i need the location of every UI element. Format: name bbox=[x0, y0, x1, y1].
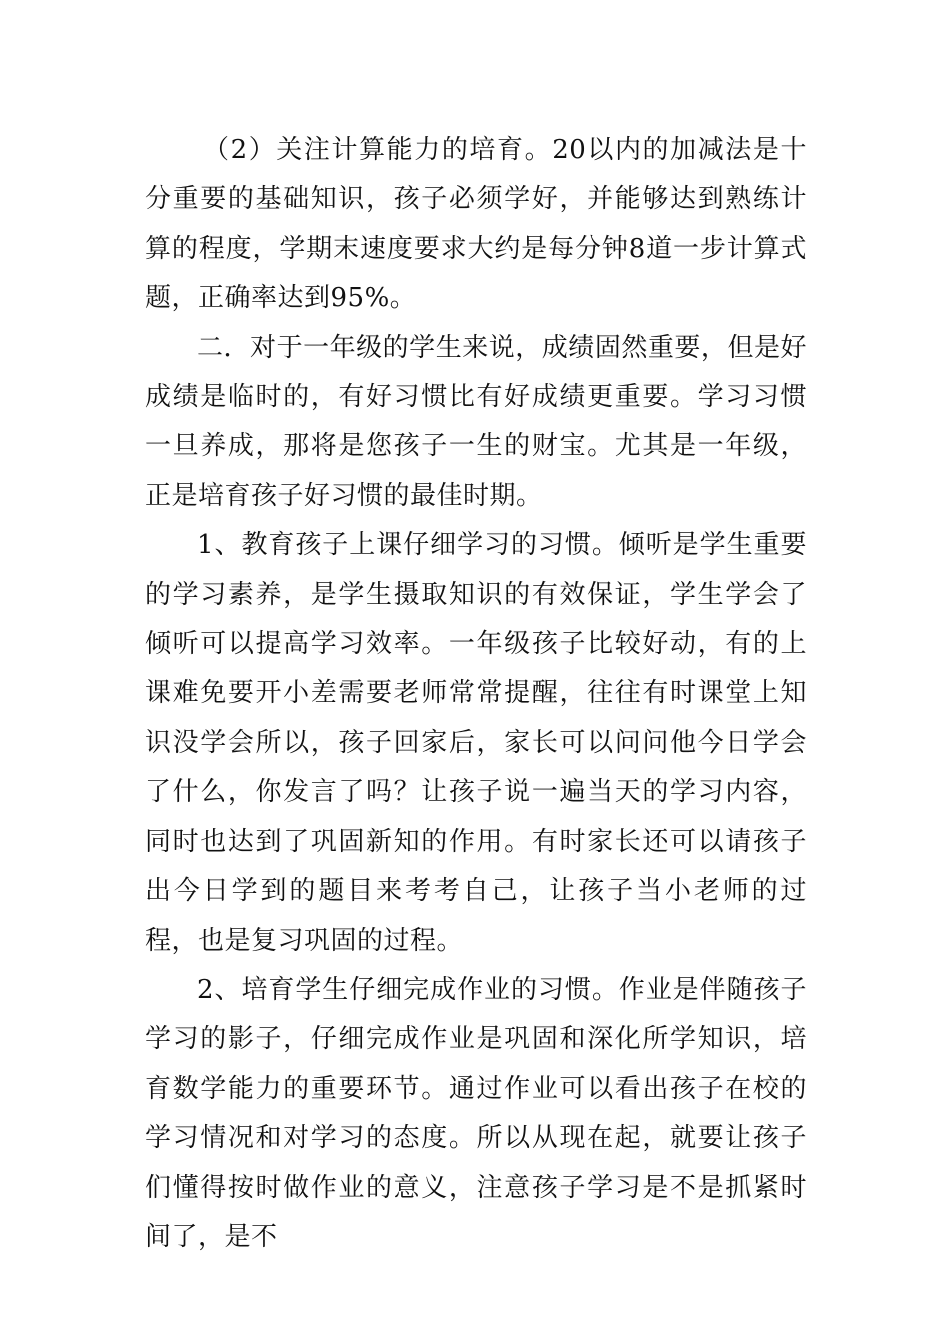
paragraph-homework-habit: 2、培育学生仔细完成作业的习惯。作业是伴随孩子学习的影子，仔细完成作业是巩固和深化所学知识，培育数学能力的重要环节。通过作业可以看出孩子在校的学习情况和对学习的态度。所以从现在起，就要让孩子们懂得按时做作业的意义，注意孩子学习是不是抓紧时间了，是不 bbox=[145, 974, 807, 1252]
paragraph-listening-habit: 1、教育孩子上课仔细学习的习惯。倾听是学生重要的学习素养，是学生摄取知识的有效保证，学生学会了倾听可以提高学习效率。一年级孩子比较好动，有的上课难免要开小差需要老师常常提醒，往往有时课堂上知识没学会所以，孩子回家后，家长可以问问他今日学会了什么，你发言了吗？让孩子说一遍当天的学习内容，同时也达到了巩固新知的作用。有时家长还可以请孩子出今日学到的题目来考考自己，让孩子当小老师的过程，也是复习巩固的过程。 bbox=[145, 530, 807, 956]
paragraph-calculation-ability: （2）关注计算能力的培育。20以内的加减法是十分重要的基础知识，孩子必须学好，并能够达到熟练计算的程度，学期末速度要求大约是每分钟8道一步计算式题，正确率达到95%。 bbox=[145, 135, 807, 314]
document-body bbox=[145, 126, 807, 1262]
paragraph-study-habits: 二．对于一年级的学生来说，成绩固然重要，但是好成绩是临时的，有好习惯比有好成绩更重要。学习习惯一旦养成，那将是您孩子一生的财宝。尤其是一年级，正是培育孩子好习惯的最佳时期。 bbox=[145, 332, 807, 511]
